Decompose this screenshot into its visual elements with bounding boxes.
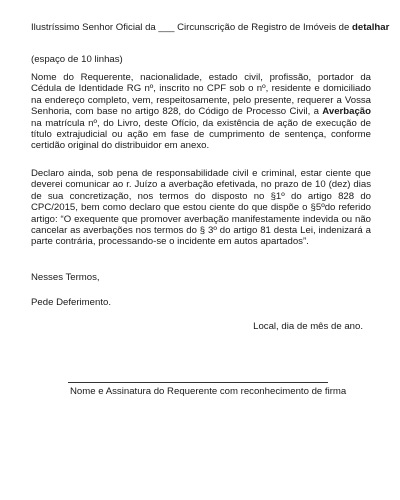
signature-line [68,382,328,383]
space-note: (espaço de 10 linhas) [31,54,123,65]
heading-text: Ilustríssimo Senhor Oficial da ___ Circunscrição de Registro de Imóveis de [31,22,352,33]
place-date: Local, dia de mês de ano. [253,321,363,332]
signature-label: Nome e Assinatura do Requerente com reconhecimento de firma [70,386,347,397]
request-paragraph-text-1: Nome do Requerente, nacionalidade, estado civil, profissão, portador da Cédula de Identidade RG nº, inscrito no CPF sob o nº, residente e domiciliado na endereço completo, vem, respeitosamente, pelo presente, requerer a Vossa Senhoria, com base no artigo 828, do Código de Processo Civil, a [31,72,371,118]
request-paragraph-text-2: na matrícula nº, do Livro, deste Ofício, da existência de ação de execução de título extrajudicial ou ação em fase de cumprimento de sentença, conforme certidão original do distribuidor em anexo. [31,117,371,152]
request-paragraph-bold: Averbação [322,106,371,118]
declaration-paragraph: Declaro ainda, sob pena de responsabilidade civil e criminal, estar ciente que deverei comunicar ao r. Juízo a averbação efetivada, no prazo de 10 (dez) dias de sua concretização, nos termos do disposto no §1º do artigo 828 do CPC/2015, bem como declaro que estou ciente do que dispõe o §5ºdo referido artigo: “O exequente que promover averbação manifestamente indevida ou não cancelar as averbações nos termos do § 3º do artigo 81 desta Lei, indenizará a parte contrária, processando-se o incidente em autos apartados”. [31,168,371,248]
closing-terms: Nesses Termos, [31,272,100,283]
heading-bold-text: detalhar [352,22,390,33]
request-paragraph [31,72,371,152]
document-heading [31,22,389,33]
closing-request: Pede Deferimento. [31,297,111,308]
